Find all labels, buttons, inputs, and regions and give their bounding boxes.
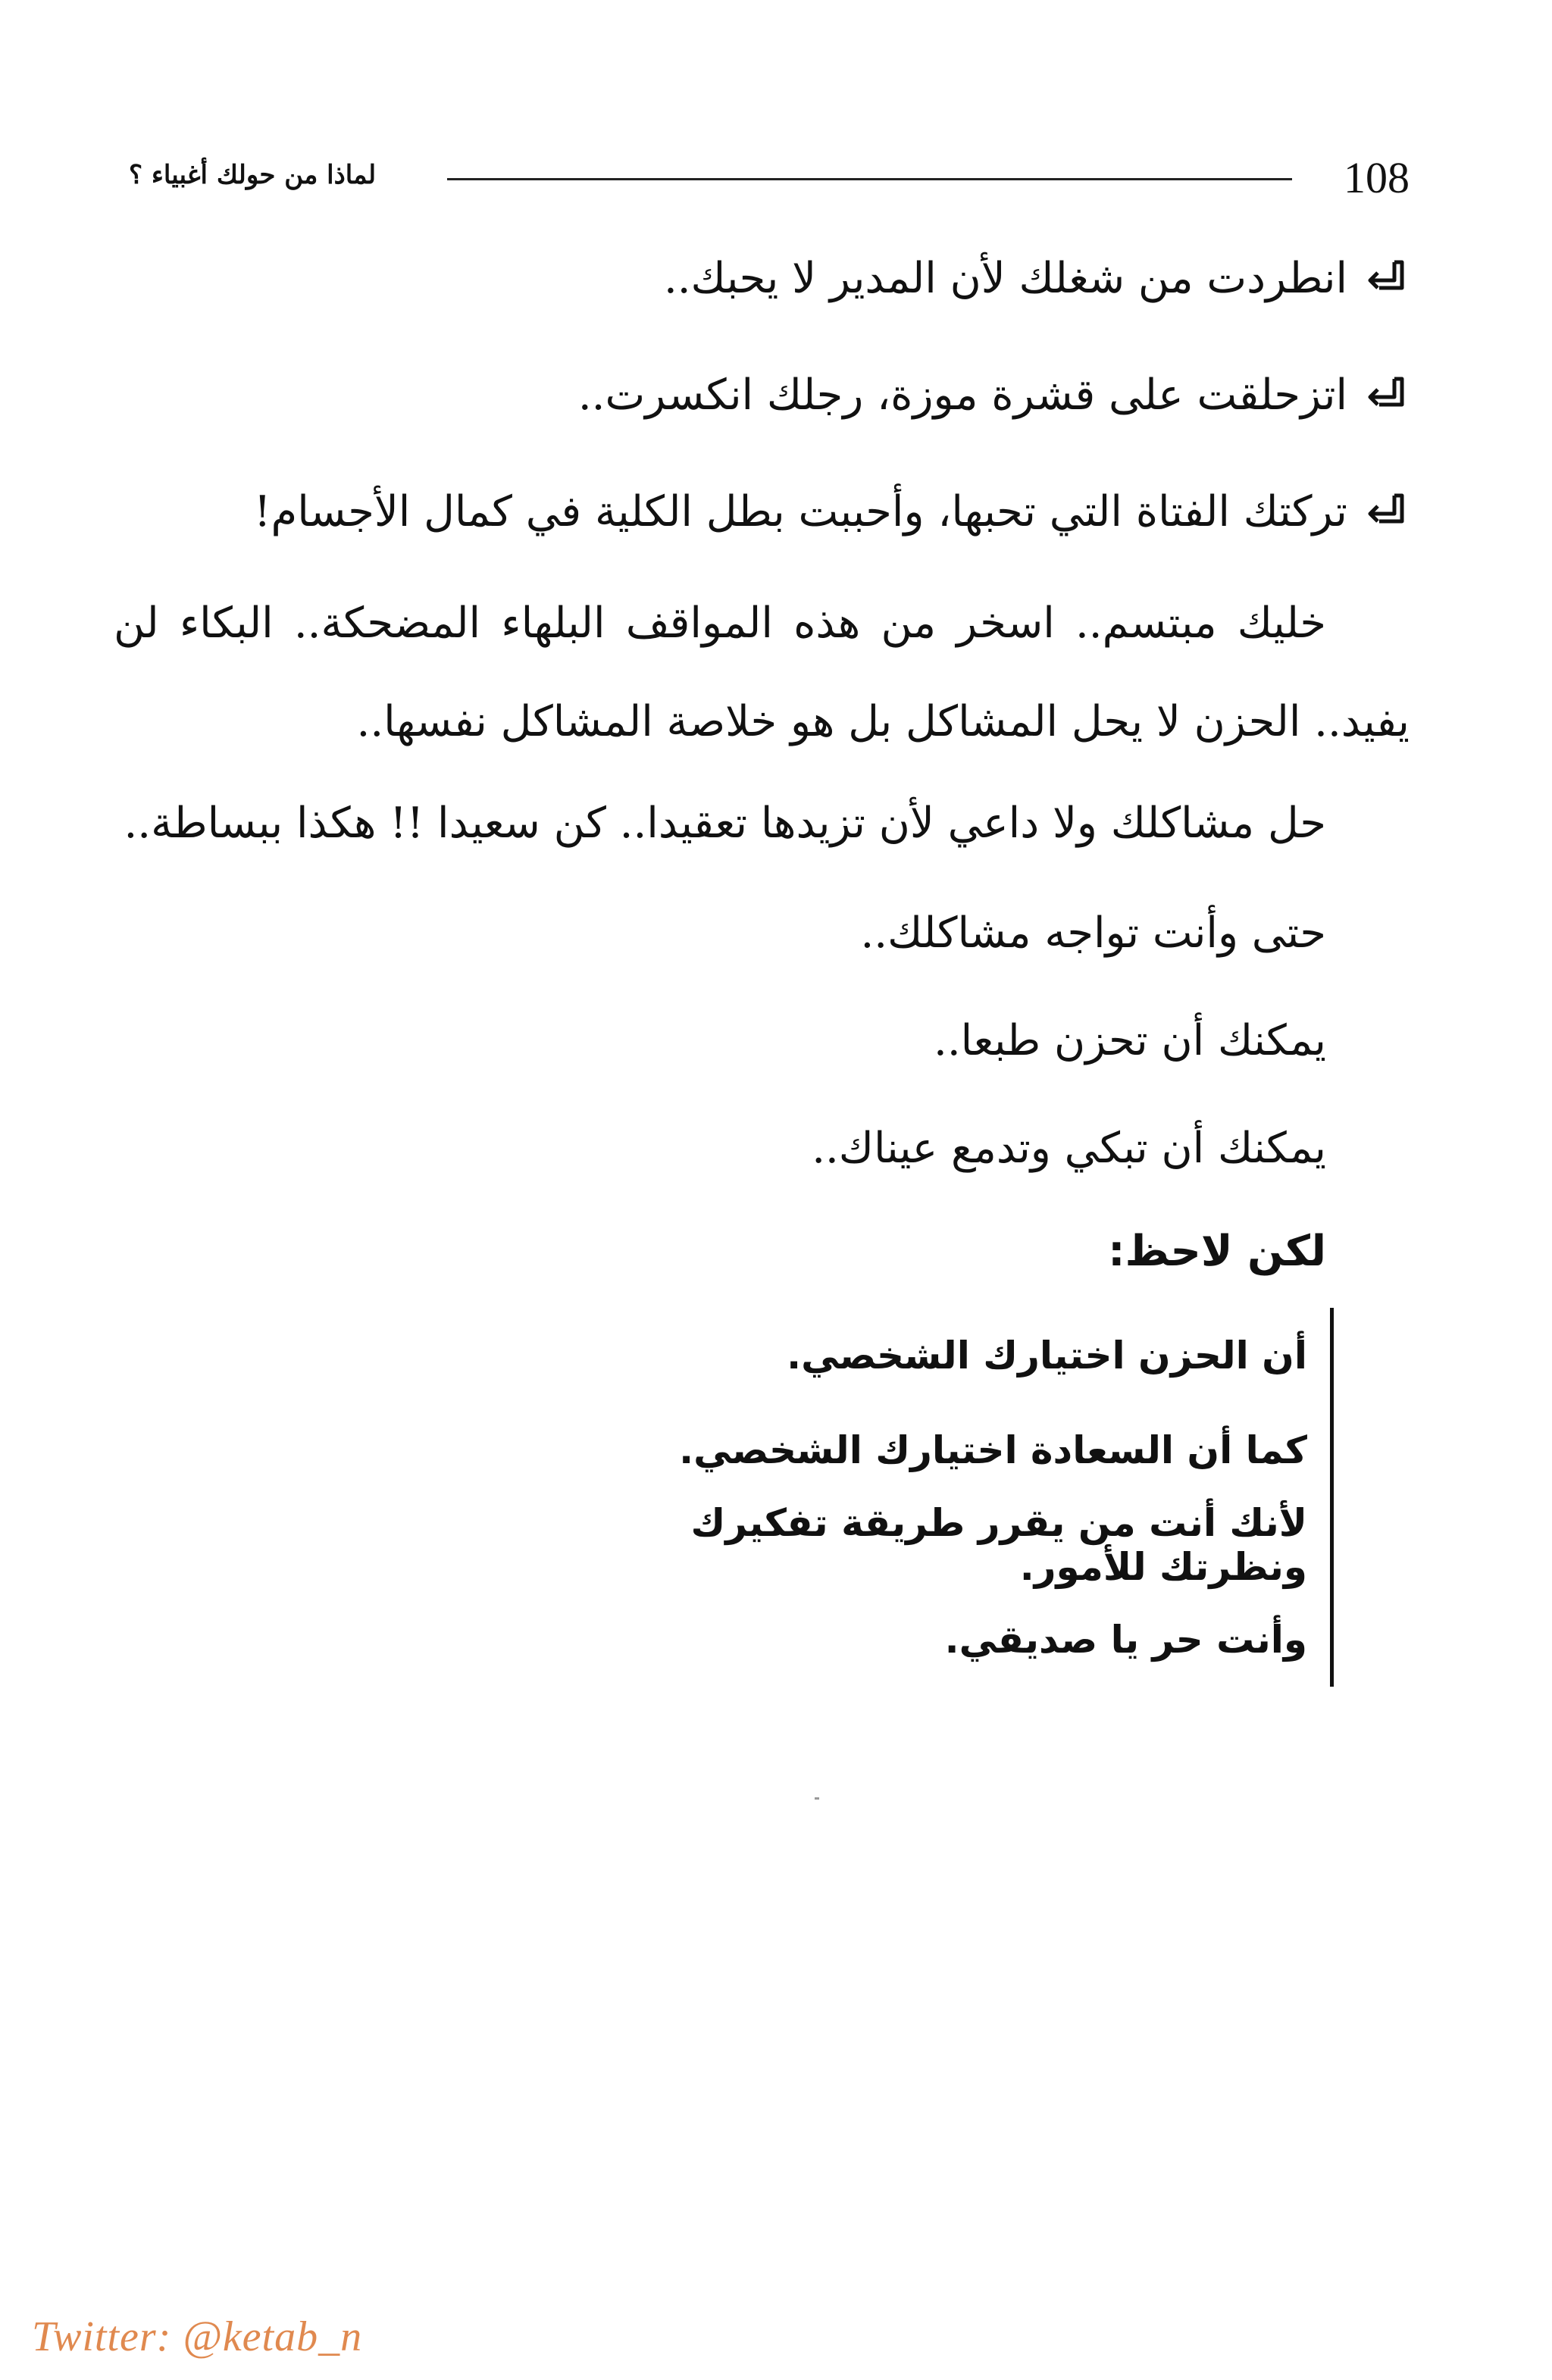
bullet-text: انطردت من شغلك لأن المدير لا يحبك.. [663, 253, 1347, 303]
bullet-list [114, 220, 1410, 570]
bullet-text: تركتك الفتاة التي تحبها، وأحببت بطل الكلية في كمال الأجسام! [254, 486, 1347, 536]
text-line: يمكنك أن تحزن طبعا.. [934, 1015, 1326, 1065]
arrow-bullet-icon [1364, 491, 1410, 532]
page-body [114, 220, 1410, 1687]
bullet-text: اتزحلقت على قشرة موزة، رجلك انكسرت.. [577, 370, 1347, 420]
page-header [114, 152, 1410, 205]
page-number: 108 [1344, 153, 1410, 202]
note-line: وأنت حر يا صديقي. [944, 1617, 1307, 1662]
note-line: كما أن السعادة اختيارك الشخصي. [679, 1428, 1307, 1472]
arrow-bullet-icon [1364, 374, 1410, 415]
note-line: أن الحزن اختيارك الشخصي. [787, 1333, 1307, 1378]
text-line: حتى وأنت تواجه مشاكلك.. [860, 908, 1326, 958]
paragraph: خليك مبتسم.. اسخر من هذه المواقف البلهاء المضحكة.. البكاء لن يفيد.. الحزن لا يحل المشاكل بل هو خلاصة المشاكل نفسها.. [114, 599, 1410, 746]
running-title: لماذا من حولك أغبياء ؟ [129, 160, 377, 190]
text-line: يمكنك أن تبكي وتدمع عيناك.. [812, 1123, 1326, 1173]
note-line: لأنك أنت من يقرر طريقة تفكيرك ونظرتك للأمور. [690, 1500, 1307, 1589]
header-rule [447, 178, 1292, 180]
list-item [114, 336, 1410, 453]
note-box [534, 1308, 1334, 1687]
note-title: لكن لاحظ: [1108, 1226, 1326, 1276]
arrow-bullet-icon [1364, 258, 1410, 299]
list-item [114, 220, 1410, 336]
print-mark [815, 1797, 819, 1800]
watermark: Twitter: @ketab_n [32, 2313, 363, 2360]
paragraph: حل مشاكلك ولا داعي لأن تزيدها تعقيدا.. كن سعيدا !! هكذا ببساطة.. [124, 799, 1326, 848]
list-item [114, 453, 1410, 570]
